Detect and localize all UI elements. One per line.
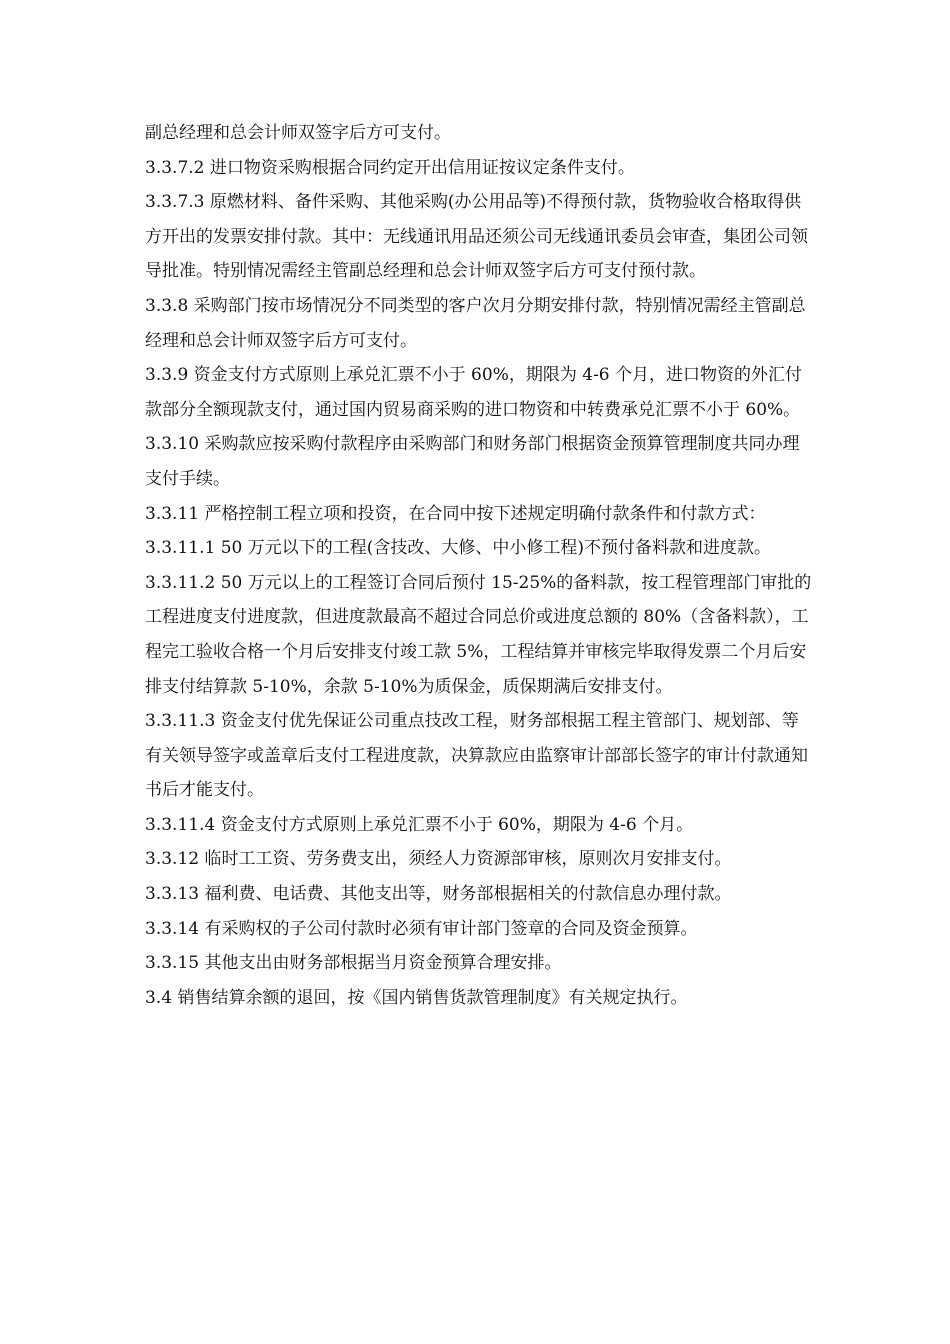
paragraph-3-3-12: 3.3.12 临时工工资、劳务费支出，须经人力资源部审核，原则次月安排支付。 (145, 849, 732, 870)
paragraph-3-3-11: 3.3.11 严格控制工程立项和投资，在合同中按下述规定明确付款条件和付款方式： (145, 503, 766, 524)
paragraph-3-3-10: 3.3.10 采购款应按采购付款程序由采购部门和财务部门根据资金预算管理制度共同办理支付手续。 (145, 434, 800, 489)
paragraph-3-3-13: 3.3.13 福利费、电话费、其他支出等，财务部根据相关的付款信息办理付款。 (145, 884, 732, 905)
paragraph-3-3-11-4: 3.3.11.4 资金支付方式原则上承兑汇票不小于 60%，期限为 4-6 个月。 (145, 814, 694, 835)
paragraph-3-3-9: 3.3.9 资金支付方式原则上承兑汇票不小于 60%，期限为 4-6 个月，进口物资的外汇付款部分全额现款支付，通过国内贸易商采购的进口物资和中转费承兑汇票不小于 60%。 (145, 365, 803, 420)
paragraph-3-3-14: 3.3.14 有采购权的子公司付款时必须有审计部门签章的合同及资金预算。 (145, 918, 698, 939)
paragraph-3-3-15: 3.3.15 其他支出由财务部根据当月资金预算合理安排。 (145, 953, 562, 974)
paragraph-3-3-8: 3.3.8 采购部门按市场情况分不同类型的客户次月分期安排付款，特别情况需经主管副总经理和总会计师双签字后方可支付。 (145, 295, 806, 351)
document-body (145, 116, 815, 1015)
paragraph-3-3-7-2: 3.3.7.2 进口物资采购根据合同约定开出信用证按议定条件支付。 (145, 157, 635, 178)
paragraph-3-3-7-3: 3.3.7.3 原燃材料、备件采购、其他采购(办公用品等)不得预付款，货物验收合格取得供方开出的发票安排付款。其中：无线通讯用品还须公司无线通讯委员会审查，集团公司领导批准。特别情况需经主管副总经理和总会计师双签字后方可支付预付款。 (145, 192, 808, 282)
paragraph-3-4: 3.4 销售结算余额的退回，按《国内销售货款管理制度》有关规定执行。 (145, 987, 688, 1008)
paragraph-3-3-11-3: 3.3.11.3 资金支付优先保证公司重点技改工程，财务部根据工程主管部门、规划部、等有关领导签字或盖章后支付工程进度款，决算款应由监察审计部部长签字的审计付款通知书后才能支付。 (145, 711, 808, 801)
paragraph-continuation: 副总经理和总会计师双签字后方可支付。 (145, 123, 451, 143)
paragraph-3-3-11-1: 3.3.11.1 50 万元以下的工程(含技改、大修、中小修工程)不预付备料款和进度款。 (145, 538, 771, 559)
paragraph-3-3-11-2: 3.3.11.2 50 万元以上的工程签订合同后预付 15-25%的备料款，按工程管理部门审批的工程进度支付进度款，但进度款最高不超过合同总价或进度总额的 80%（含备料款），工程完工验收合格一个月后安排支付竣工款 5%，工程结算并审核完毕取得发票二个月后安排支付结算款 5-10%，余款 5-10%为质保金，质保期满后安排支付。 (145, 572, 812, 697)
